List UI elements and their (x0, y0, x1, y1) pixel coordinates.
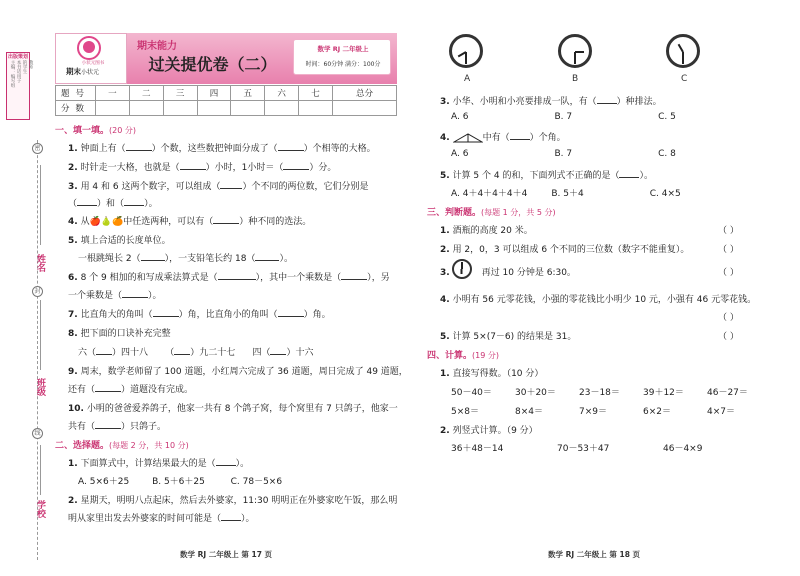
score-col: 一 (96, 86, 130, 101)
option[interactable]: A. 4＋4＋4＋4＋4 (451, 189, 528, 199)
calc-item[interactable]: 30＋20＝ (515, 388, 556, 398)
class-label: 班级 (35, 378, 45, 396)
section-title: 一、填一填。 (55, 126, 110, 136)
answer-blank[interactable] (180, 161, 206, 170)
publisher-title: 出版策划 (7, 54, 28, 60)
judge-4: 4. 小明有 56 元零花钱，小强的零花钱比小明少 10 元，小强有 46 元零花钱。 (440, 295, 757, 305)
score-col: 三 (163, 86, 197, 101)
calc-2: 2. 列竖式计算。（9 分） (440, 426, 538, 436)
answer-blank[interactable] (597, 95, 617, 104)
publisher-text: 主编：编写组 (10, 60, 15, 88)
score-cell[interactable] (96, 101, 130, 116)
banner-tag: 期末能力 (137, 41, 177, 52)
answer-blank[interactable] (619, 169, 639, 178)
answer-blank[interactable] (221, 512, 241, 521)
section-heading (427, 348, 499, 361)
judge-answer[interactable]: （ ） (718, 268, 739, 278)
calc-item[interactable]: 50－40＝ (451, 388, 492, 398)
name-label: 姓名 (35, 254, 45, 272)
score-cell[interactable] (265, 101, 299, 116)
answer-blank[interactable] (213, 215, 239, 224)
judge-answer[interactable]: （ ） (718, 313, 739, 323)
choice-5: 5. 计算 5 个 4 的和，下面列式不正确的是（ ）。 (440, 171, 654, 181)
answer-blank[interactable] (153, 308, 179, 317)
answer-blank[interactable] (96, 346, 112, 355)
question-10: 10. 小明的爸爸爱养鸽子，他家一共有 8 个鸽子窝，每个窝里有 7 只鸽子，他家一 (68, 404, 398, 414)
name-field[interactable] (40, 165, 41, 245)
score-head: 题号 (56, 86, 96, 101)
seal-mark: 线 (32, 428, 43, 439)
calc-item[interactable]: 36＋48－14 (451, 444, 504, 454)
question-8-sub: 六（ ）四十八 （ ）九二十七 四（ ）十六 (78, 348, 314, 358)
question-2: 2. 时针走一大格，也就是（ ）小时，1小时＝（ ）分。 (68, 163, 337, 173)
binding-strip (0, 0, 48, 576)
meta-time: 时间：60分钟 满分：100分 (305, 61, 381, 68)
section-title: 三、判断题。 (427, 208, 482, 218)
answer-blank[interactable] (95, 383, 121, 392)
judge-2: 2. 用 2，0，3 可以组成 6 个不同的三位数（数字不能重复）。 (440, 245, 690, 255)
answer-blank[interactable] (510, 131, 530, 140)
option[interactable]: B. 7 (554, 112, 573, 122)
score-col: 七 (299, 86, 333, 101)
score-col: 四 (197, 86, 231, 101)
score-col: 总分 (332, 86, 396, 101)
calc-item[interactable]: 5×8＝ (451, 407, 479, 417)
score-cell[interactable] (332, 101, 396, 116)
judge-answer[interactable]: （ ） (718, 226, 739, 236)
meta-box (293, 39, 391, 75)
judge-answer[interactable]: （ ） (718, 245, 739, 255)
option[interactable]: C. 5 (658, 112, 676, 122)
answer-blank[interactable] (126, 142, 152, 151)
answer-blank[interactable] (122, 289, 148, 298)
choice-2: 2. 星期天，明明八点起床，然后去外婆家，11:30 明明正在外婆家吃午饭，那么明 (68, 496, 398, 506)
option[interactable]: C. 78－5×6 (230, 477, 283, 487)
triangle-figure (453, 133, 483, 143)
question-1: 1. 钟面上有（ ）个数，这些数把钟面分成了（ ）个相等的大格。 (68, 144, 376, 154)
logo-mark (83, 41, 95, 53)
meta-subject: 数学 RJ 二年级上 (317, 45, 369, 53)
calc-item[interactable]: 46－27＝ (707, 388, 748, 398)
judge-answer[interactable]: （ ） (718, 332, 739, 342)
judge-3: 3. 再过 10 分钟是 6:30。 (440, 268, 576, 278)
choice-2-cont: 明从家里出发去外婆家的时间可能是（ ）。 (68, 514, 255, 524)
answer-blank[interactable] (283, 161, 309, 170)
section-note: (20 分) (109, 126, 136, 135)
option[interactable]: B. 5＋6＋25 (152, 477, 205, 487)
score-table (55, 85, 397, 116)
brand-sub: 小状元 (81, 69, 100, 76)
calc-item[interactable]: 23－18＝ (579, 388, 620, 398)
calc-row (451, 404, 767, 417)
question-5-sub: 一根跳绳长 2（ ），一支铅笔长约 18（ ）。 (78, 254, 293, 264)
score-cell[interactable] (197, 101, 231, 116)
calc-row (451, 385, 767, 398)
question-10-cont: 共有（ ）只鸽子。 (68, 422, 167, 432)
choice-4: 4. 中有（ ）个角。 (440, 133, 566, 143)
score-col: 二 (129, 86, 163, 101)
publisher-text: 本书适用于 (16, 60, 21, 83)
section-title: 四、计算。 (427, 351, 473, 361)
publisher-text: 教师 (28, 60, 33, 70)
section-note: (19 分) (472, 351, 499, 360)
judge-1: 1. 酒瓶的高度 20 米。 (440, 226, 533, 236)
option[interactable]: C. 4×5 (649, 189, 681, 199)
calc-item[interactable]: 70－53＋47 (557, 444, 610, 454)
answer-blank[interactable] (278, 142, 304, 151)
choice-1: 1. 下面算式中，计算结果最大的是（ ）。 (68, 459, 250, 469)
calc-item[interactable]: 7×9＝ (579, 407, 607, 417)
page-footer-right: 数学 RJ 二年级上 第 18 页 (548, 550, 641, 559)
question-3-cont: （ ）和（ ）。 (68, 199, 158, 209)
score-col: 六 (265, 86, 299, 101)
score-head: 分数 (56, 101, 96, 116)
option[interactable]: B. 7 (554, 149, 573, 159)
answer-blank[interactable] (220, 180, 242, 189)
choice-1-options (78, 474, 282, 487)
option[interactable]: C. 8 (658, 149, 676, 159)
seal-mark: 封 (32, 286, 43, 297)
answer-blank[interactable] (124, 197, 144, 206)
school-field[interactable] (40, 445, 41, 495)
question-6-cont: 一个乘数是（ ）。 (68, 291, 162, 301)
score-cell[interactable] (163, 101, 197, 116)
answer-blank[interactable] (95, 420, 121, 429)
calc-item[interactable]: 39＋12＝ (643, 388, 684, 398)
answer-blank[interactable] (341, 271, 367, 280)
section-heading (55, 123, 136, 136)
title-banner (127, 33, 397, 84)
page-title: 过关提优卷（二） (148, 55, 277, 74)
option[interactable]: B. 5＋4 (551, 189, 584, 199)
section-note: (每题 2 分，共 10 分) (109, 441, 189, 450)
choice-5-options (451, 186, 681, 199)
answer-blank[interactable] (77, 197, 97, 206)
choice-4-options (451, 149, 676, 159)
answer-blank[interactable] (141, 252, 165, 261)
question-9-cont: 还有（ ）道题没有完成。 (68, 385, 194, 395)
seal-mark: 密 (32, 143, 43, 154)
answer-blank[interactable] (216, 457, 236, 466)
answer-blank[interactable] (278, 308, 304, 317)
question-4: 4. 从🍎🍐🍊中任选两种，可以有（ ）种不同的选法。 (68, 217, 312, 227)
answer-blank[interactable] (174, 346, 190, 355)
section-title: 二、选择题。 (55, 441, 110, 451)
answer-blank[interactable] (255, 252, 279, 261)
calc-item[interactable]: 46－4×9 (663, 444, 703, 454)
clock-label: B (572, 74, 579, 84)
question-9: 9. 周末，数学老师留了 100 道题，小红周六完成了 36 道题，周日完成了 49 道题， (68, 367, 408, 377)
brand-name (66, 66, 122, 77)
question-8: 8. 把下面的口诀补充完整 (68, 329, 171, 339)
clock-label: C (681, 74, 688, 84)
publisher-text: 的学生 (22, 60, 27, 74)
section-heading (427, 205, 556, 218)
fruit-icon: 🍎🍐🍊 (89, 217, 124, 227)
score-col: 五 (231, 86, 265, 101)
score-cell[interactable] (129, 101, 163, 116)
section-heading (55, 438, 189, 451)
answer-blank[interactable] (270, 346, 286, 355)
calc-item[interactable]: 6×2＝ (643, 407, 671, 417)
clock-a (449, 34, 483, 68)
section-note: (每题 1 分，共 5 分) (481, 208, 556, 217)
cut-line (37, 140, 38, 560)
question-6: 6. 8 个 9 相加的和写成乘法算式是（ ），其中一个乘数是（ ），另 (68, 273, 390, 283)
class-field[interactable] (40, 300, 41, 370)
question-7: 7. 比直角大的角叫（ ）角，比直角小的角叫（ ）角。 (68, 310, 331, 320)
choice-3-options (451, 112, 676, 122)
brand-main: 期末 (66, 67, 81, 76)
clock-label: A (464, 74, 471, 84)
calc-item[interactable]: 4×7＝ (707, 407, 735, 417)
score-cell[interactable] (299, 101, 333, 116)
score-header-row (56, 86, 397, 101)
answer-blank[interactable] (218, 271, 256, 280)
option[interactable]: A. 5×6＋25 (78, 477, 130, 487)
option[interactable]: A. 6 (451, 112, 469, 122)
page-footer-left: 数学 RJ 二年级上 第 17 页 (180, 550, 273, 559)
calc-row (451, 441, 743, 454)
score-cell[interactable] (231, 101, 265, 116)
logo-text: 小状元图书 (81, 61, 105, 66)
clock-c (666, 34, 700, 68)
judge-5: 5. 计算 5×(7－6) 的结果是 31。 (440, 332, 577, 342)
question-5: 5. 填上合适的长度单位。 (68, 236, 171, 246)
choice-3: 3. 小华、小明和小亮要排成一队，有（ ）种排法。 (440, 97, 662, 107)
option[interactable]: A. 6 (451, 149, 469, 159)
question-3: 3. 用 4 和 6 这两个数字，可以组成（ ）个不同的两位数，它们分别是 (68, 182, 369, 192)
clock-b (558, 34, 592, 68)
calc-item[interactable]: 8×4＝ (515, 407, 543, 417)
calc-1: 1. 直接写得数。（10 分） (440, 369, 544, 379)
score-value-row (56, 101, 397, 116)
school-label: 学校 (35, 500, 45, 518)
